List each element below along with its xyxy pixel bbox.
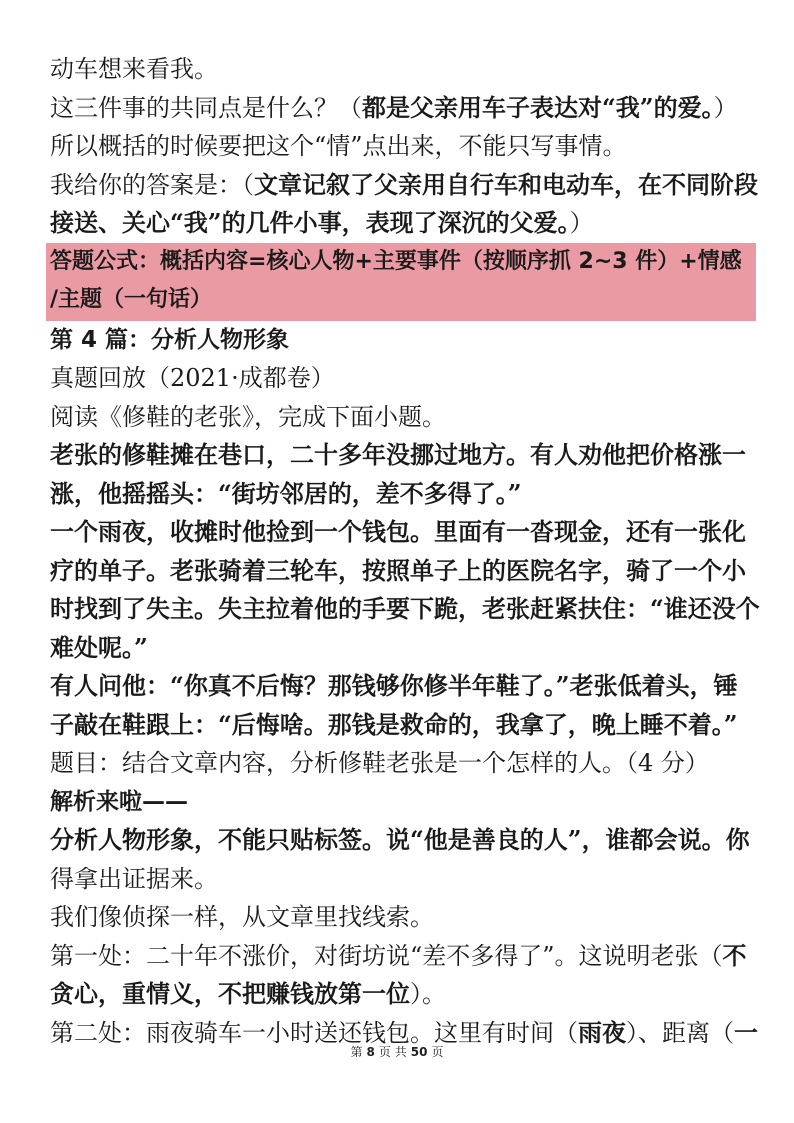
formula-label: 答题公式： [50, 248, 161, 274]
instruction-line: 阅读《修鞋的老张》，完成下面小题。 [50, 402, 446, 431]
bold-text: 不 [722, 941, 747, 970]
formula-text: /主题（一句话） [50, 287, 213, 312]
text: ）。 [410, 980, 446, 1008]
text: 得拿出证据来。 [50, 864, 218, 893]
bold-text: 接送、关心“我”的几件小事，表现了深沉的父爱。 [50, 208, 570, 237]
bold-text: 不能只贴标签。 [218, 826, 386, 854]
text: 动车想来看我。 [50, 55, 218, 83]
bold-text: 贪心，重情义，不把赚钱放第一位 [50, 980, 410, 1008]
passage-line: 一个雨夜，收摊时他捡到一个钱包。里面有一沓现金，还有一张化 [50, 517, 746, 546]
text: ） [569, 209, 594, 237]
text-line [50, 975, 750, 1014]
bold-text: 说“他是善良的人”，谁都会说。你 [386, 825, 750, 854]
bold-text: 分析人物形象， [50, 825, 218, 854]
passage-line: 子敲在鞋跟上：“后悔啥。那钱是救命的，我拿了，晚上睡不着。” [50, 709, 738, 739]
passage-line: 有人问他：“你真不后悔？那钱够你修半年鞋了。”老张低着头，锤 [50, 671, 738, 700]
text: 这三件事的共同点是什么？（ [50, 93, 362, 122]
text: ）、距离（ [626, 1018, 734, 1047]
text: 我们像侦探一样，从文章里找线索。 [50, 903, 434, 931]
bold-text: 文章记叙了父亲用自行车和电动车，在不同阶段 [254, 169, 758, 199]
bold-text: 都是父亲用车子表达对“我”的爱。 [362, 92, 714, 122]
footer-text: 页 共 [378, 1045, 407, 1059]
text-line [50, 821, 750, 860]
analysis-heading: 解析来啦—— [50, 788, 188, 815]
page-footer [0, 1043, 794, 1060]
formula-highlight-box [46, 243, 756, 321]
passage-line: 时找到了失主。失主拉着他的手要下跪，老张赶紧扶住：“谁还没个 [50, 594, 760, 623]
text-line [50, 860, 750, 899]
text: 我给你的答案是：（ [50, 170, 254, 199]
passage-line: 涨，他摇摇头：“街坊邻居的，差不多得了。” [50, 478, 522, 508]
text-line [50, 204, 750, 243]
passage-line: 疗的单子。老张骑着三轮车，按照单子上的医院名字，骑了一个小 [50, 555, 746, 585]
footer-text: 第 [350, 1045, 363, 1059]
text-line [50, 50, 750, 89]
text-line [50, 937, 750, 976]
text: 第二处：雨夜骑车一小时送还钱包。这里有时间（ [50, 1018, 578, 1047]
text-line [50, 166, 758, 205]
formula-line [50, 243, 756, 282]
document-page [50, 50, 760, 1052]
page-total: 50 [410, 1045, 428, 1059]
passage-line: 老张的修鞋摊在巷口，二十多年没挪过地方。有人劝他把价格涨一 [50, 440, 746, 469]
text-line [50, 127, 750, 166]
source-line: 真题回放（2021·成都卷） [50, 364, 335, 392]
footer-text: 页 [431, 1045, 444, 1059]
question-line: 题目：结合文章内容，分析修鞋老张是一个怎样的人。（4 分） [50, 749, 709, 777]
text: ） [713, 93, 738, 122]
text-line [50, 89, 750, 128]
text-line [50, 898, 750, 937]
bold-text: 一 [734, 1018, 758, 1047]
text: 所以概括的时候要把这个“情”点出来，不能只写事情。 [50, 132, 627, 160]
section-heading: 第 4 篇：分析人物形象 [50, 326, 290, 353]
formula-line [50, 281, 756, 320]
bold-text: 雨夜 [578, 1018, 626, 1047]
page-number: 8 [366, 1045, 375, 1059]
passage-line: 难处呢。” [50, 632, 148, 662]
formula-text: 概括内容=核心人物+主要事件（按顺序抓 2~3 件）+情感 [160, 248, 742, 274]
text: 第一处：二十年不涨价，对街坊说“差不多得了”。这说明老张（ [50, 941, 723, 970]
